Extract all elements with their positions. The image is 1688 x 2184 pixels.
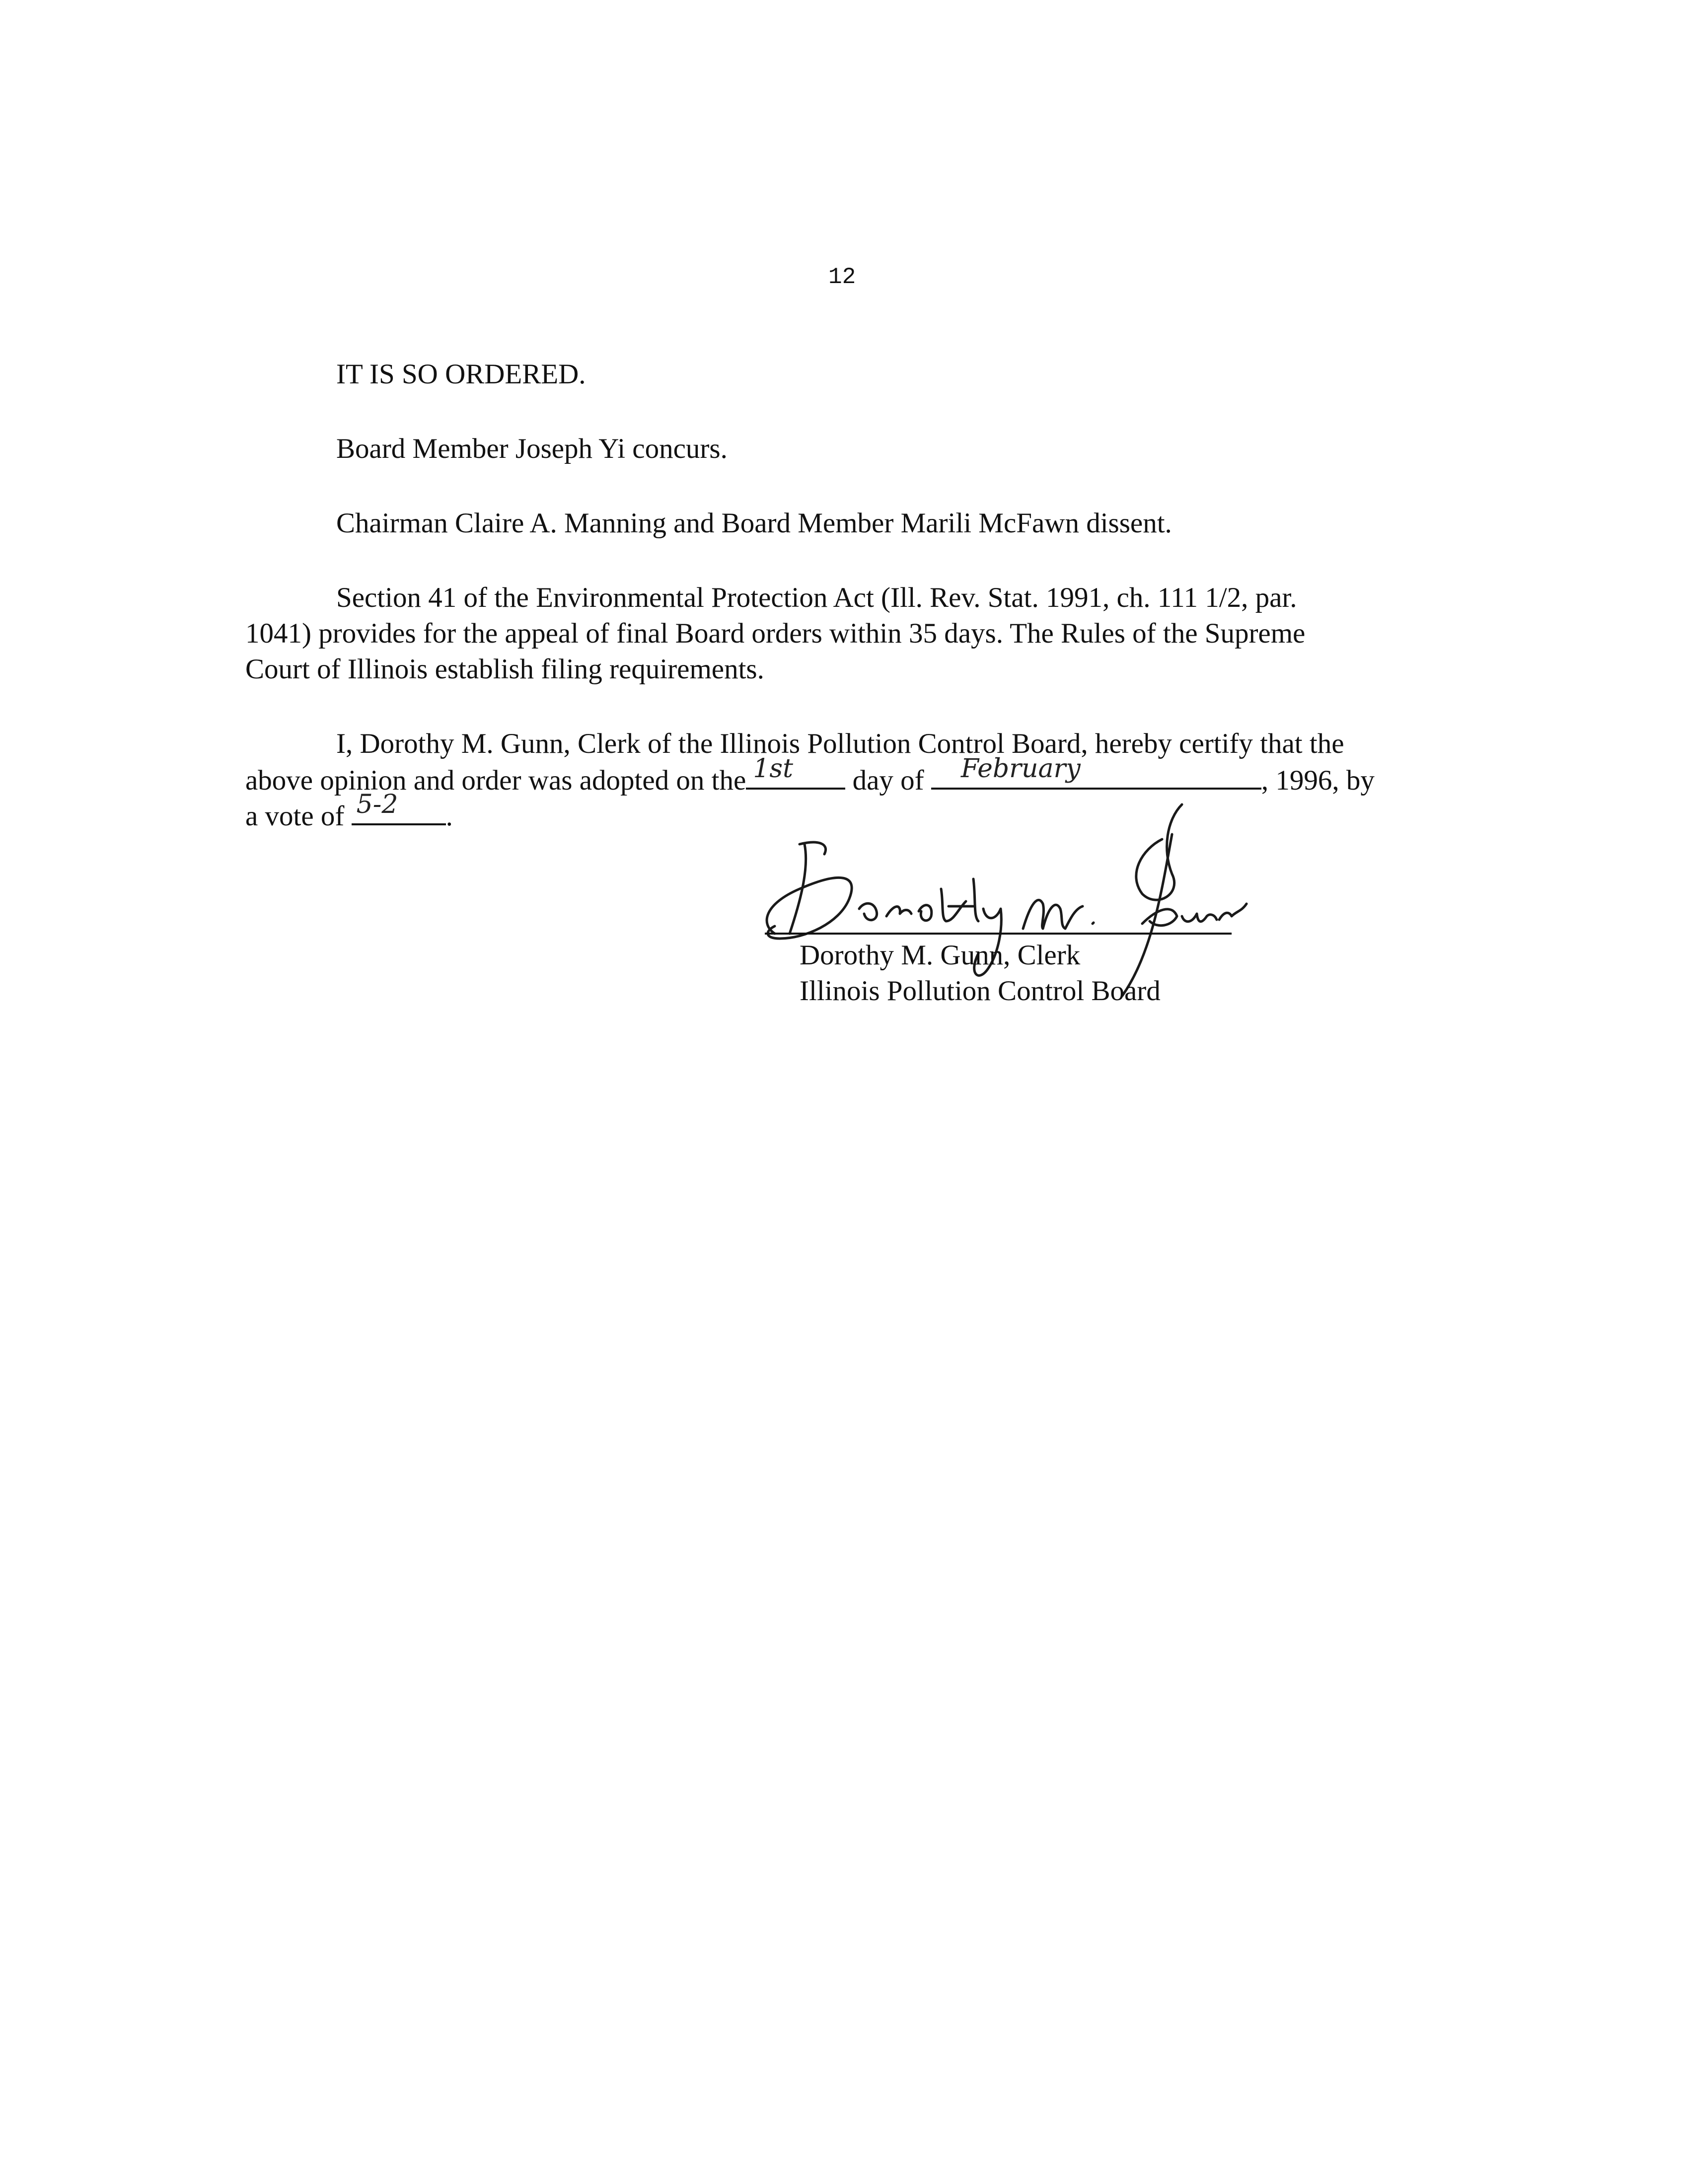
- appeal-paragraph-line-3: Court of Illinois establish filing requirements.: [245, 654, 764, 685]
- signature-line: [765, 933, 1232, 935]
- dissent-statement: Chairman Claire A. Manning and Board Member Marili McFawn dissent.: [336, 508, 1172, 539]
- certification-vote-label: a vote of: [245, 801, 345, 832]
- day-handwritten: 1st: [753, 754, 793, 784]
- certification-line-3: [245, 790, 453, 834]
- order-statement: IT IS SO ORDERED.: [336, 359, 586, 390]
- certification-line-1: I, Dorothy M. Gunn, Clerk of the Illinois Pollution Control Board, hereby certify that the: [336, 728, 1344, 759]
- concurrence-statement: Board Member Joseph Yi concurs.: [336, 433, 728, 464]
- vote-blank: [352, 790, 446, 825]
- month-handwritten: February: [960, 754, 1081, 784]
- clerk-name-title: Dorothy M. Gunn, Clerk: [800, 940, 1081, 971]
- certification-day-of-label: day of: [852, 765, 924, 796]
- vote-handwritten: 5-2: [356, 790, 398, 819]
- certification-line-2-prefix: above opinion and order was adopted on the: [245, 765, 746, 796]
- certification-line-3-suffix: .: [445, 801, 453, 832]
- day-blank: [746, 754, 845, 790]
- appeal-paragraph-line-2: 1041) provides for the appeal of final Board orders within 35 days. The Rules of the Supreme: [245, 618, 1306, 649]
- page-number: 12: [828, 264, 856, 290]
- month-blank: [931, 754, 1261, 790]
- certification-line-2-suffix: , 1996, by: [1261, 765, 1375, 796]
- clerk-organization: Illinois Pollution Control Board: [800, 975, 1161, 1007]
- appeal-paragraph-line-1: Section 41 of the Environmental Protection Act (Ill. Rev. Stat. 1991, ch. 111 1/2, par.: [336, 582, 1297, 613]
